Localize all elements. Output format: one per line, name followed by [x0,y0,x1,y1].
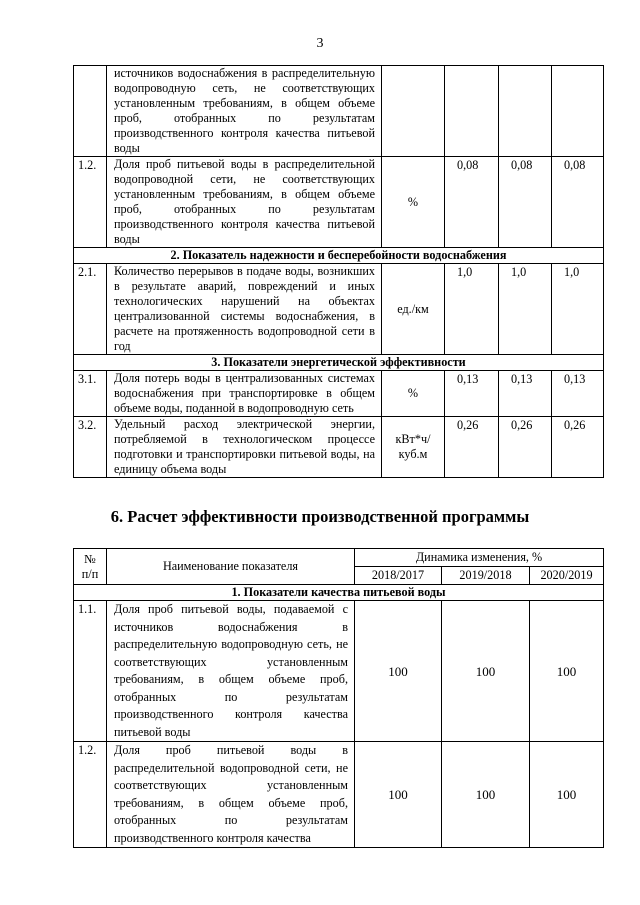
column-header-year: 2019/2018 [442,567,530,585]
value-cell: 100 [355,601,442,742]
column-header-name: Наименование показателя [107,549,355,585]
section-header: 1. Показатели качества питьевой воды [74,585,604,601]
table-row [74,66,604,157]
section-title: 6. Расчет эффективности производственной программы [110,507,530,526]
column-header-number: № п/п [74,549,107,585]
section-header: 2. Показатель надежности и бесперебойности водоснабжения [74,248,604,264]
table-row [74,601,604,742]
column-header-year: 2018/2017 [355,567,442,585]
section-header: 3. Показатели энергетической эффективности [74,355,604,371]
indicator-description: Доля проб питьевой воды в распределительной водопроводной сети, не соответствующих установленным требованиям, в общем объеме проб, отобранных по результатам производственного контроля качества питьевой воды [107,157,382,248]
value-cell [552,66,604,157]
table-row [74,264,604,355]
value-cell: 1,0 [445,264,499,355]
value-cell: 1,0 [499,264,552,355]
value-cell: 0,13 [552,371,604,417]
indicator-description: Удельный расход электрической энергии, потребляемой в технологическом процессе подготовки и транспортировки питьевой воды, на единицу объема воды [107,417,382,478]
section-header-row [74,355,604,371]
indicator-description: Доля потерь воды в централизованных системах водоснабжения при транспортировке в общем объеме воды, поданной в водопроводную сеть [107,371,382,417]
value-cell: 0,13 [445,371,499,417]
table-row [74,157,604,248]
value-cell: 100 [442,601,530,742]
efficiency-table [73,548,604,848]
column-header-dynamics: Динамика изменения, % [355,549,604,567]
value-cell: 0,13 [499,371,552,417]
value-cell: 1,0 [552,264,604,355]
unit-cell: % [382,371,445,417]
value-cell: 0,08 [445,157,499,248]
table-row [74,417,604,478]
unit-cell: кВт*ч/ куб.м [382,417,445,478]
row-number: 3.1. [74,371,107,417]
value-cell: 100 [355,742,442,848]
unit-cell [382,66,445,157]
section-header-row [74,248,604,264]
row-number: 1.2. [74,157,107,248]
value-cell: 0,26 [552,417,604,478]
row-number [74,66,107,157]
table-row [74,371,604,417]
row-number: 1.1. [74,601,107,742]
indicator-description: Доля проб питьевой воды, подаваемой с источников водоснабжения в распределительную водопроводную сеть, не соответствующих установленным требованиям, в общем объеме проб, отобранных по результатам производственного контроля качества питьевой воды [107,601,355,742]
unit-cell: % [382,157,445,248]
value-cell [499,66,552,157]
indicator-description: источников водоснабжения в распределительную водопроводную сеть, не соответствующих установленным требованиям, в общем объеме проб, отобранных по результатам производственного контроля качества питьевой воды [107,66,382,157]
row-number: 3.2. [74,417,107,478]
value-cell: 100 [442,742,530,848]
indicator-description: Количество перерывов в подаче воды, возникших в результате аварий, повреждений и иных технологических нарушений на объектах централизованной системы водоснабжения, в расчете на протяженность водопроводной сети в год [107,264,382,355]
value-cell: 100 [530,742,604,848]
indicators-table [73,65,604,478]
value-cell: 0,08 [552,157,604,248]
row-number: 2.1. [74,264,107,355]
row-number: 1.2. [74,742,107,848]
unit-cell: ед./км [382,264,445,355]
value-cell [445,66,499,157]
indicator-description: Доля проб питьевой воды в распределительной водопроводной сети, не соответствующих установленным требованиям, в общем объеме проб, отобранных по результатам производственного контроля качества [107,742,355,848]
value-cell: 100 [530,601,604,742]
value-cell: 0,26 [499,417,552,478]
value-cell: 0,26 [445,417,499,478]
section-header-row [74,585,604,601]
table-row [74,742,604,848]
page-number: 3 [316,36,324,51]
column-header-year: 2020/2019 [530,567,604,585]
value-cell: 0,08 [499,157,552,248]
